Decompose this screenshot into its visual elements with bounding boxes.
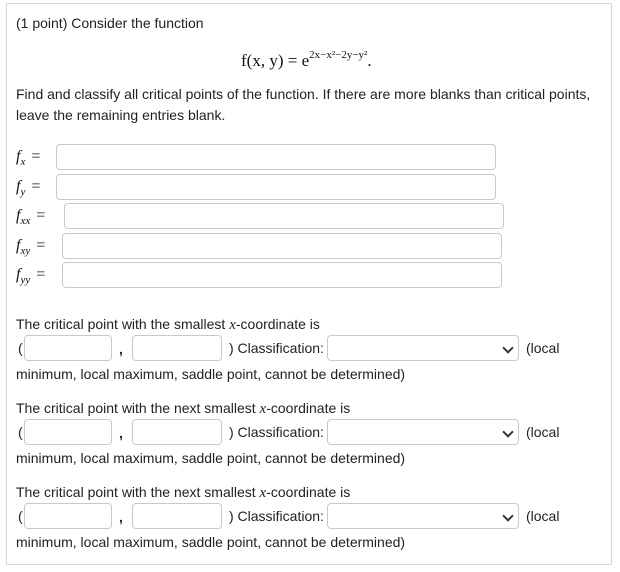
formula-end: . xyxy=(367,51,372,70)
critical-point-3-classification-select[interactable] xyxy=(327,503,519,529)
critical-point-1-comma: , xyxy=(119,341,123,357)
critical-point-1-open-paren: ( xyxy=(18,340,23,356)
critical-point-1-classification-label: ) Classification: xyxy=(229,340,324,356)
problem-container xyxy=(6,3,612,565)
critical-point-1-local-label: (local xyxy=(526,340,560,356)
critical-point-2-x-input[interactable] xyxy=(24,419,112,445)
fxx-input[interactable] xyxy=(64,203,504,229)
fxy-label: $f_{xy}$ = xyxy=(16,237,46,257)
fxy-input[interactable] xyxy=(62,233,502,259)
critical-point-3-y-input[interactable] xyxy=(132,503,222,529)
fx-input[interactable] xyxy=(56,144,496,170)
critical-point-2-local-label: (local xyxy=(526,424,560,440)
critical-point-1-title: The critical point with the smallest x-coordinate is xyxy=(16,316,320,333)
critical-point-2-classification-label: ) Classification: xyxy=(229,424,324,440)
problem-header: (1 point) Consider the function xyxy=(16,15,204,31)
critical-point-1-x-input[interactable] xyxy=(24,335,112,361)
chevron-down-icon xyxy=(502,426,513,437)
critical-point-3-open-paren: ( xyxy=(18,508,23,524)
fx-label: $f_x$ = xyxy=(16,148,41,168)
critical-point-1-y-input[interactable] xyxy=(132,335,222,361)
chevron-down-icon xyxy=(502,342,513,353)
function-formula xyxy=(241,49,372,71)
fxx-label: $f_{xx}$ = xyxy=(16,207,46,227)
critical-point-3-classification-label: ) Classification: xyxy=(229,508,324,524)
critical-point-3-x-input[interactable] xyxy=(24,503,112,529)
instructions-text: Find and classify all critical points of the function. If there are more blanks than critical points, leave the remaining entries blank. xyxy=(16,86,591,123)
critical-point-1-classification-select[interactable] xyxy=(327,335,519,361)
critical-point-2-title: The critical point with the next smallest x-coordinate is xyxy=(16,400,351,417)
fy-input[interactable] xyxy=(56,174,496,200)
critical-point-3-title: The critical point with the next smallest x-coordinate is xyxy=(16,484,351,501)
critical-point-1-options-text: minimum, local maximum, saddle point, cannot be determined) xyxy=(16,366,406,382)
critical-point-3-local-label: (local xyxy=(526,508,560,524)
critical-point-2-y-input[interactable] xyxy=(132,419,222,445)
critical-point-3-comma: , xyxy=(119,509,123,525)
critical-point-2-comma: , xyxy=(119,425,123,441)
critical-point-2-classification-select[interactable] xyxy=(327,419,519,445)
formula-exponent: 2x−x²−2y−y² xyxy=(309,49,368,61)
fyy-label: $f_{yy}$ = xyxy=(16,266,46,286)
fyy-input[interactable] xyxy=(62,262,502,288)
critical-point-3-options-text: minimum, local maximum, saddle point, cannot be determined) xyxy=(16,534,406,550)
chevron-down-icon xyxy=(502,510,513,521)
fy-label: $f_y$ = xyxy=(16,178,41,198)
formula-lhs: f(x, y) = e xyxy=(241,51,310,70)
critical-point-2-open-paren: ( xyxy=(18,424,23,440)
critical-point-2-options-text: minimum, local maximum, saddle point, cannot be determined) xyxy=(16,450,406,466)
